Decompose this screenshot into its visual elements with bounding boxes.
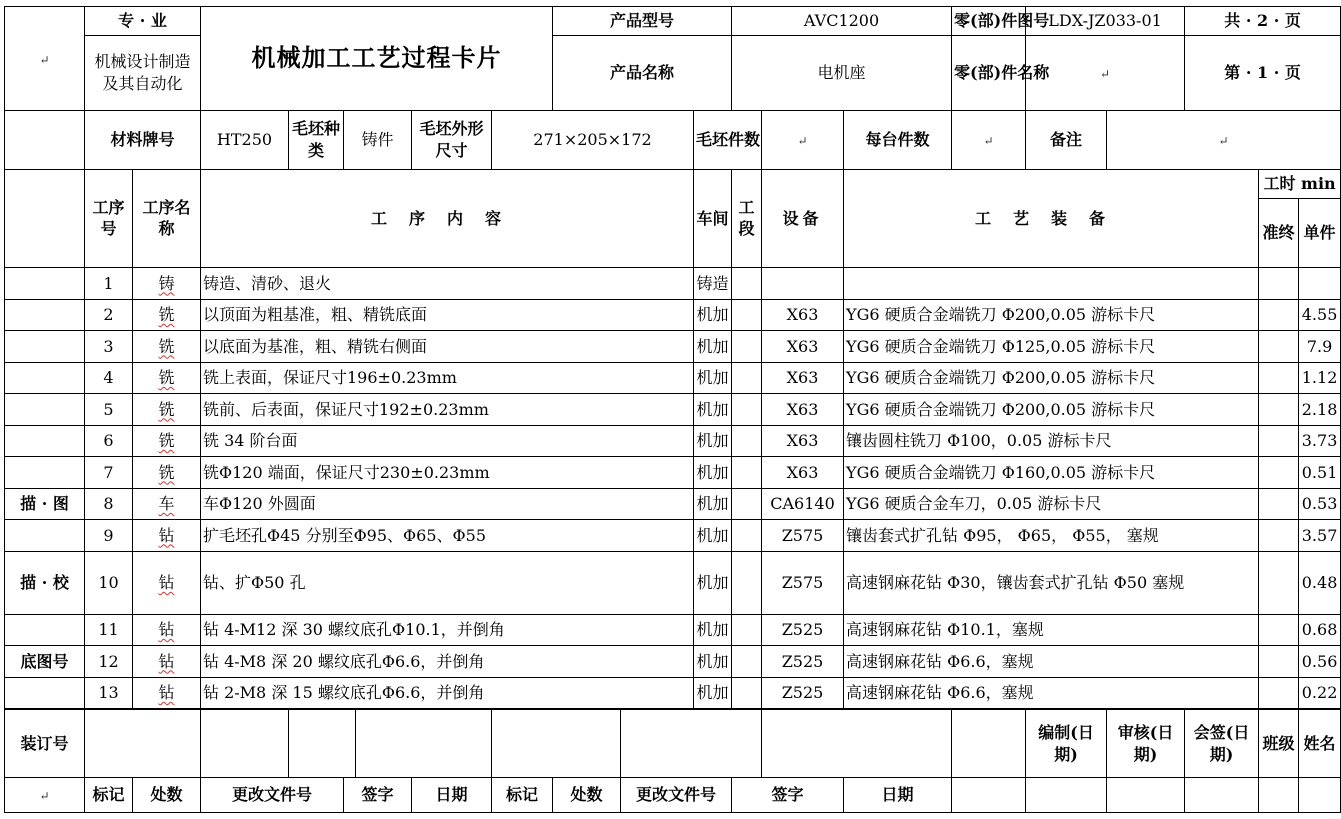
col-prep-time: 准终	[1259, 199, 1299, 268]
op-no: 7	[85, 457, 133, 489]
op-unit-time: 0.51	[1299, 457, 1341, 489]
operation-row	[5, 677, 1341, 709]
blank-cell	[1026, 778, 1107, 813]
footer-signature-1: 签字	[344, 778, 412, 813]
corner-cell: ↵	[5, 7, 85, 111]
op-tooling: YG6 硬质合金端铣刀 Φ200,0.05 游标卡尺	[844, 394, 1259, 426]
op-equipment	[762, 268, 844, 300]
op-name: 铣	[133, 299, 201, 331]
op-equipment: CA6140	[762, 488, 844, 520]
op-tooling: YG6 硬质合金车刀，0.05 游标卡尺	[844, 488, 1259, 520]
op-workshop: 机加	[694, 299, 732, 331]
op-workshop: 机加	[694, 520, 732, 552]
op-section	[732, 520, 762, 552]
side-label: 底图号	[5, 646, 85, 678]
part-number-label: 零(部)件图号	[952, 7, 1026, 36]
op-content: 铸造、清砂、退火	[201, 268, 694, 300]
op-name: 车	[133, 488, 201, 520]
op-section	[732, 457, 762, 489]
side-label	[5, 457, 85, 489]
op-tooling: YG6 硬质合金端铣刀 Φ125,0.05 游标卡尺	[844, 331, 1259, 363]
blank-size-label: 毛坯外形尺寸	[412, 110, 492, 169]
major-value: 机械设计制造及其自动化	[85, 36, 201, 110]
op-section	[732, 488, 762, 520]
operation-row	[5, 646, 1341, 678]
op-content: 车Φ120 外圆面	[201, 488, 694, 520]
part-name-value: ↵	[1026, 36, 1185, 110]
op-section	[732, 268, 762, 300]
op-no: 6	[85, 425, 133, 457]
blank-cell	[1107, 778, 1185, 813]
op-content: 铣 34 阶台面	[201, 425, 694, 457]
op-no: 5	[85, 394, 133, 426]
total-pages: 共 · 2 · 页	[1185, 7, 1341, 36]
part-number-value: LDX-JZ033-01	[1026, 7, 1185, 36]
operation-row	[5, 425, 1341, 457]
op-prep-time	[1259, 520, 1299, 552]
op-prep-time	[1259, 646, 1299, 678]
footer-count-2: 处数	[553, 778, 621, 813]
remark-label: 备注	[1026, 110, 1107, 169]
blank-cell	[5, 169, 85, 268]
op-content: 钻 4-M8 深 20 螺纹底孔Φ6.6，并倒角	[201, 646, 694, 678]
op-equipment: Z575	[762, 520, 844, 552]
op-section	[732, 362, 762, 394]
op-no: 12	[85, 646, 133, 678]
op-no: 11	[85, 614, 133, 646]
op-tooling: 高速钢麻花钻 Φ10.1，塞规	[844, 614, 1259, 646]
op-unit-time: 0.56	[1299, 646, 1341, 678]
blank-cell	[1185, 778, 1259, 813]
col-tooling: 工艺装备	[844, 169, 1259, 268]
op-tooling: 镶齿圆柱铣刀 Φ100，0.05 游标卡尺	[844, 425, 1259, 457]
op-section	[732, 677, 762, 709]
op-unit-time: 1.12	[1299, 362, 1341, 394]
footer-date-2: 日期	[844, 778, 952, 813]
op-unit-time: 0.48	[1299, 551, 1341, 614]
side-label	[5, 614, 85, 646]
op-no: 2	[85, 299, 133, 331]
operation-row	[5, 362, 1341, 394]
op-equipment: Z525	[762, 646, 844, 678]
op-tooling: 高速钢麻花钻 Φ6.6，塞规	[844, 646, 1259, 678]
footer-change-doc-2: 更改文件号	[621, 778, 732, 813]
remark-value: ↵	[1107, 110, 1341, 169]
side-label	[5, 425, 85, 457]
col-op-content: 工序内容	[201, 169, 694, 268]
op-tooling: 镶齿套式扩孔钻 Φ95， Φ65， Φ55， 塞规	[844, 520, 1259, 552]
blank-cell	[356, 709, 492, 778]
op-content: 铣上表面，保证尺寸196±0.23mm	[201, 362, 694, 394]
op-prep-time	[1259, 614, 1299, 646]
op-prep-time	[1259, 299, 1299, 331]
op-unit-time: 0.68	[1299, 614, 1341, 646]
op-content: 以顶面为粗基准，粗、精铣底面	[201, 299, 694, 331]
side-label	[5, 394, 85, 426]
op-tooling: YG6 硬质合金端铣刀 Φ160,0.05 游标卡尺	[844, 457, 1259, 489]
op-content: 扩毛坯孔Φ45 分别至Φ95、Φ65、Φ55	[201, 520, 694, 552]
op-content: 钻 2-M8 深 15 螺纹底孔Φ6.6，并倒角	[201, 677, 694, 709]
op-unit-time: 0.53	[1299, 488, 1341, 520]
process-card	[4, 6, 1338, 813]
op-workshop: 机加	[694, 551, 732, 614]
operation-row	[5, 614, 1341, 646]
footer-signature-2: 签字	[732, 778, 844, 813]
op-no: 10	[85, 551, 133, 614]
op-unit-time	[1299, 268, 1341, 300]
col-op-no: 工序号	[85, 169, 133, 268]
per-unit-value: ↵	[952, 110, 1026, 169]
material-label: 材料牌号	[85, 110, 201, 169]
op-prep-time	[1259, 268, 1299, 300]
operation-row	[5, 488, 1341, 520]
side-label	[5, 268, 85, 300]
op-tooling	[844, 268, 1259, 300]
blank-cell	[762, 709, 952, 778]
blank-type-label: 毛坯种类	[289, 110, 344, 169]
op-name: 铣	[133, 331, 201, 363]
op-name: 钻	[133, 677, 201, 709]
op-prep-time	[1259, 362, 1299, 394]
operation-row	[5, 520, 1341, 552]
op-prep-time	[1259, 488, 1299, 520]
op-equipment: Z525	[762, 677, 844, 709]
footer-mark-2: 标记	[492, 778, 553, 813]
side-label: 描 · 校	[5, 551, 85, 614]
op-workshop: 铸造	[694, 268, 732, 300]
col-time: 工时 min	[1259, 169, 1341, 198]
operations-body	[5, 268, 1341, 709]
material-value: HT250	[201, 110, 289, 169]
op-name: 铣	[133, 362, 201, 394]
op-no: 9	[85, 520, 133, 552]
countersign-label: 会签(日期)	[1185, 709, 1259, 778]
operation-row	[5, 331, 1341, 363]
review-label: 审核(日期)	[1107, 709, 1185, 778]
blank-cell	[85, 709, 201, 778]
op-name: 铣	[133, 457, 201, 489]
op-workshop: 机加	[694, 457, 732, 489]
op-no: 4	[85, 362, 133, 394]
op-no: 3	[85, 331, 133, 363]
product-model-label: 产品型号	[553, 7, 732, 36]
op-equipment: X63	[762, 362, 844, 394]
name-label: 姓名	[1299, 709, 1341, 778]
side-label	[5, 362, 85, 394]
blank-cell	[1259, 778, 1299, 813]
blank-cell	[621, 709, 762, 778]
op-section	[732, 331, 762, 363]
operation-row	[5, 551, 1341, 614]
op-content: 铣Φ120 端面，保证尺寸230±0.23mm	[201, 457, 694, 489]
op-content: 钻 4-M12 深 30 螺纹底孔Φ10.1，并倒角	[201, 614, 694, 646]
side-label	[5, 331, 85, 363]
op-section	[732, 551, 762, 614]
blank-size-value: 271×205×172	[492, 110, 694, 169]
side-label: 描 · 图	[5, 488, 85, 520]
op-prep-time	[1259, 677, 1299, 709]
op-unit-time: 0.22	[1299, 677, 1341, 709]
op-workshop: 机加	[694, 425, 732, 457]
footer-change-doc-1: 更改文件号	[201, 778, 344, 813]
op-no: 8	[85, 488, 133, 520]
footer-mark-1: 标记	[85, 778, 133, 813]
col-op-name: 工序名称	[133, 169, 201, 268]
op-name: 铣	[133, 394, 201, 426]
op-workshop: 机加	[694, 614, 732, 646]
operation-row	[5, 457, 1341, 489]
binding-no-label: 装订号	[5, 709, 85, 778]
op-equipment: X63	[762, 394, 844, 426]
major-label: 专 · 业	[85, 7, 201, 36]
op-content: 钻、扩Φ50 孔	[201, 551, 694, 614]
col-workshop: 车间	[694, 169, 732, 268]
op-equipment: X63	[762, 331, 844, 363]
op-section	[732, 394, 762, 426]
operation-row	[5, 394, 1341, 426]
op-equipment: X63	[762, 299, 844, 331]
blank-cell	[1299, 778, 1341, 813]
class-label: 班级	[1259, 709, 1299, 778]
op-tooling: 高速钢麻花钻 Φ30，镶齿套式扩孔钻 Φ50 塞规	[844, 551, 1259, 614]
footer-count-1: 处数	[133, 778, 201, 813]
op-workshop: 机加	[694, 331, 732, 363]
col-section: 工段	[732, 169, 762, 268]
col-unit-time: 单件	[1299, 199, 1341, 268]
product-model-value: AVC1200	[732, 7, 952, 36]
op-name: 铣	[133, 425, 201, 457]
op-equipment: Z525	[762, 614, 844, 646]
op-section	[732, 646, 762, 678]
op-workshop: 机加	[694, 677, 732, 709]
blank-type-value: 铸件	[344, 110, 412, 169]
blank-count-label: 毛坯件数	[694, 110, 762, 169]
card-title: 机械加工工艺过程卡片	[201, 7, 553, 111]
blank-cell	[492, 709, 621, 778]
op-tooling: YG6 硬质合金端铣刀 Φ200,0.05 游标卡尺	[844, 299, 1259, 331]
blank-cell	[201, 709, 289, 778]
op-unit-time: 2.18	[1299, 394, 1341, 426]
side-label	[5, 299, 85, 331]
compile-label: 编制(日期)	[1026, 709, 1107, 778]
op-name: 铸	[133, 268, 201, 300]
op-prep-time	[1259, 457, 1299, 489]
operation-row	[5, 299, 1341, 331]
op-content: 铣前、后表面，保证尺寸192±0.23mm	[201, 394, 694, 426]
col-equipment: 设备	[762, 169, 844, 268]
op-name: 钻	[133, 551, 201, 614]
op-no: 13	[85, 677, 133, 709]
product-name-label: 产品名称	[553, 36, 732, 110]
op-workshop: 机加	[694, 362, 732, 394]
footer-date-1: 日期	[412, 778, 492, 813]
op-equipment: X63	[762, 425, 844, 457]
blank-cell	[952, 778, 1026, 813]
op-workshop: 机加	[694, 488, 732, 520]
blank-cell	[5, 110, 85, 169]
blank-cell	[289, 709, 356, 778]
side-label	[5, 677, 85, 709]
op-section	[732, 299, 762, 331]
blank-cell: ↵	[5, 778, 85, 813]
part-name-label: 零(部)件名称	[952, 36, 1026, 110]
op-tooling: 高速钢麻花钻 Φ6.6，塞规	[844, 677, 1259, 709]
op-tooling: YG6 硬质合金端铣刀 Φ200,0.05 游标卡尺	[844, 362, 1259, 394]
operation-row	[5, 268, 1341, 300]
op-workshop: 机加	[694, 394, 732, 426]
op-workshop: 机加	[694, 646, 732, 678]
process-card-table	[4, 6, 1341, 813]
op-unit-time: 7.9	[1299, 331, 1341, 363]
op-name: 钻	[133, 614, 201, 646]
op-unit-time: 4.55	[1299, 299, 1341, 331]
op-prep-time	[1259, 425, 1299, 457]
product-name-value: 电机座	[732, 36, 952, 110]
side-label	[5, 520, 85, 552]
op-unit-time: 3.57	[1299, 520, 1341, 552]
op-no: 1	[85, 268, 133, 300]
op-prep-time	[1259, 394, 1299, 426]
op-section	[732, 614, 762, 646]
op-unit-time: 3.73	[1299, 425, 1341, 457]
op-equipment: Z575	[762, 551, 844, 614]
per-unit-label: 每台件数	[844, 110, 952, 169]
op-content: 以底面为基准，粗、精铣右侧面	[201, 331, 694, 363]
op-section	[732, 425, 762, 457]
blank-count-value: ↵	[762, 110, 844, 169]
op-equipment: X63	[762, 457, 844, 489]
op-name: 钻	[133, 520, 201, 552]
op-prep-time	[1259, 551, 1299, 614]
blank-cell	[952, 709, 1026, 778]
op-name: 钻	[133, 646, 201, 678]
page-number: 第 · 1 · 页	[1185, 36, 1341, 110]
op-prep-time	[1259, 331, 1299, 363]
